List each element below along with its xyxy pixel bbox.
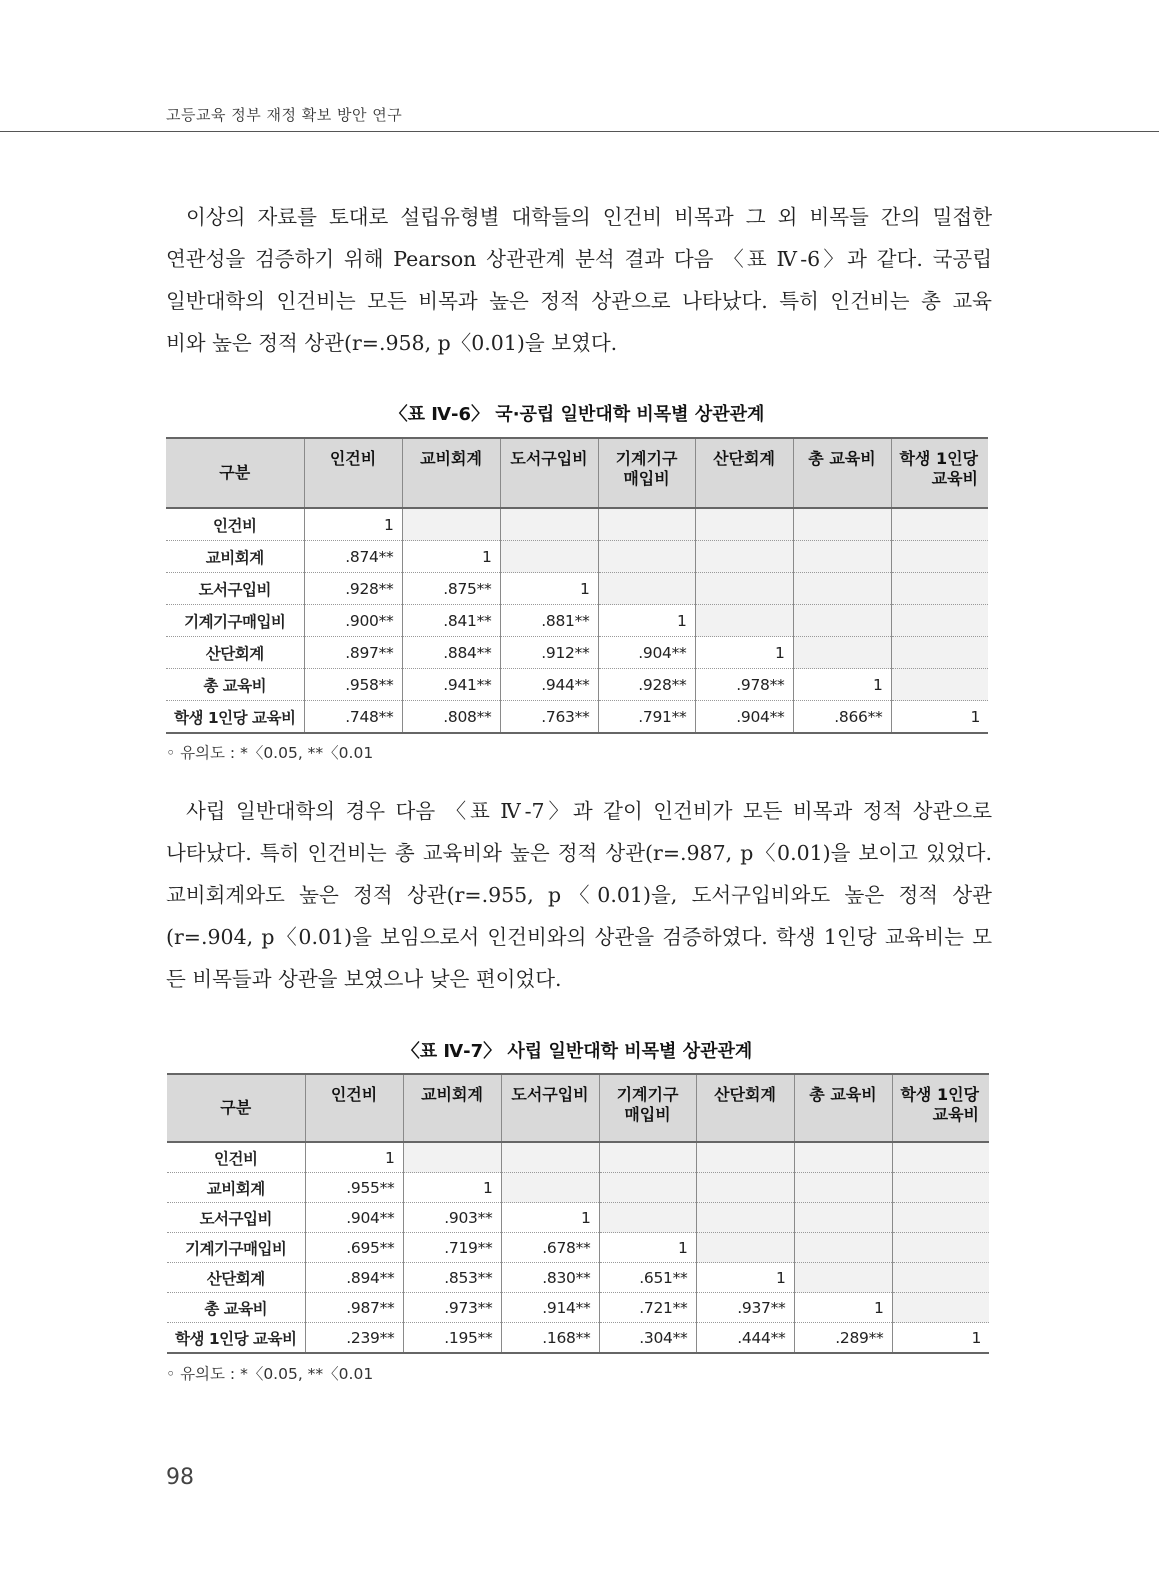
table-cell: .866** (793, 701, 891, 734)
column-header: 인건비 (305, 1074, 403, 1142)
table-cell (695, 508, 793, 541)
table-cell: .651** (599, 1263, 696, 1293)
table-cell: .928** (304, 573, 402, 605)
table-1-note: ◦ 유의도 : *〈0.05, **〈0.01 (166, 744, 374, 762)
table-cell (794, 1203, 892, 1233)
paragraph-2 (166, 790, 992, 1000)
correlation-table-2 (167, 1073, 989, 1354)
table-cell (891, 637, 988, 669)
paragraph-line: 일반대학의 인건비는 모든 비목과 높은 정적 상관으로 나타났다. 특히 인건비는 총 교육 (166, 289, 992, 313)
table-cell (598, 508, 695, 541)
row-label: 총 교육비 (167, 1293, 305, 1323)
table-cell: 1 (696, 1263, 794, 1293)
paragraph-line: (r=.904, p〈0.01)을 보임으로서 인건비와의 상관을 검증하였다. 학생 1인당 교육비는 모 (166, 925, 992, 949)
running-header: 고등교육 정부 재정 확보 방안 연구 (166, 106, 403, 124)
table-cell (599, 1203, 696, 1233)
table-cell: .904** (695, 701, 793, 734)
table-cell: .748** (304, 701, 402, 734)
header-rule (0, 131, 1159, 132)
table-cell: .791** (598, 701, 695, 734)
table-cell: .884** (402, 637, 500, 669)
table-cell: .928** (598, 669, 695, 701)
table-cell (891, 669, 988, 701)
column-header: 도서구입비 (501, 1074, 599, 1142)
table-cell: .289** (794, 1323, 892, 1354)
table-row (167, 1233, 989, 1263)
column-header: 기계기구 매입비 (599, 1074, 696, 1142)
table-cell: .168** (501, 1323, 599, 1354)
table-cell: .881** (500, 605, 598, 637)
table-row (166, 669, 988, 701)
table-row (167, 1323, 989, 1354)
table-cell: .973** (403, 1293, 501, 1323)
table-cell (501, 1142, 599, 1173)
row-label: 기계기구매입비 (166, 605, 304, 637)
table-cell: 1 (305, 1142, 403, 1173)
table-cell (794, 1142, 892, 1173)
table-cell: 1 (892, 1323, 989, 1354)
table-cell: .695** (305, 1233, 403, 1263)
table-row (166, 701, 988, 734)
table-cell (695, 541, 793, 573)
column-header: 총 교육비 (793, 438, 891, 508)
table-cell: .304** (599, 1323, 696, 1354)
paragraph-line: 든 비목들과 상관을 보였으나 낮은 편이었다. (166, 967, 562, 991)
row-label: 총 교육비 (166, 669, 304, 701)
table-cell (500, 508, 598, 541)
table-cell (695, 605, 793, 637)
table-cell: .904** (598, 637, 695, 669)
paragraph-line: 나타났다. 특히 인건비는 총 교육비와 높은 정적 상관(r=.987, p〈0.01)을 보이고 있었다. (166, 841, 992, 865)
row-label: 도서구입비 (167, 1203, 305, 1233)
column-header: 기계기구 매입비 (598, 438, 695, 508)
column-header: 교비회계 (402, 438, 500, 508)
column-header: 교비회계 (403, 1074, 501, 1142)
table-1-title: 〈표 Ⅳ-6〉 국·공립 일반대학 비목별 상관관계 (389, 404, 765, 425)
header-cell-category: 구분 (166, 438, 304, 508)
table-cell: .937** (696, 1293, 794, 1323)
row-label: 교비회계 (166, 541, 304, 573)
table-cell (402, 508, 500, 541)
table-cell: .955** (305, 1173, 403, 1203)
table-cell (501, 1173, 599, 1203)
table-cell: 1 (598, 605, 695, 637)
table-cell: .904** (305, 1203, 403, 1233)
column-header: 인건비 (304, 438, 402, 508)
table-cell: .239** (305, 1323, 403, 1354)
table-cell (892, 1293, 989, 1323)
table-cell: 1 (599, 1233, 696, 1263)
table-cell: 1 (304, 508, 402, 541)
table-row (166, 541, 988, 573)
table-row (166, 605, 988, 637)
table-cell (696, 1142, 794, 1173)
table-2-note: ◦ 유의도 : *〈0.05, **〈0.01 (166, 1365, 374, 1383)
table-cell (696, 1233, 794, 1263)
table-cell (696, 1203, 794, 1233)
row-label: 산단회계 (167, 1263, 305, 1293)
table-cell: .195** (403, 1323, 501, 1354)
table-cell (891, 508, 988, 541)
table-cell: 1 (500, 573, 598, 605)
table-cell: 1 (891, 701, 988, 734)
column-header: 학생 1인당 교육비 (891, 438, 988, 508)
table-cell (793, 605, 891, 637)
table-row (167, 1203, 989, 1233)
table-cell (500, 541, 598, 573)
table-cell (892, 1233, 989, 1263)
row-label: 학생 1인당 교육비 (166, 701, 304, 734)
table-cell (892, 1173, 989, 1203)
table-cell: .941** (402, 669, 500, 701)
table-cell: .875** (402, 573, 500, 605)
table-cell: .900** (304, 605, 402, 637)
column-header: 총 교육비 (794, 1074, 892, 1142)
table-cell (891, 541, 988, 573)
table-cell (793, 541, 891, 573)
table-cell: 1 (793, 669, 891, 701)
table-cell: 1 (402, 541, 500, 573)
table-cell: .914** (501, 1293, 599, 1323)
table-cell: .678** (501, 1233, 599, 1263)
table-cell: .874** (304, 541, 402, 573)
table-cell (892, 1142, 989, 1173)
table-cell: 1 (501, 1203, 599, 1233)
table-cell: .763** (500, 701, 598, 734)
table-cell (598, 573, 695, 605)
row-label: 인건비 (166, 508, 304, 541)
paragraph-line: 이상의 자료를 토대로 설립유형별 대학들의 인건비 비목과 그 외 비목들 간의 밀접한 (186, 205, 992, 229)
table-cell (696, 1173, 794, 1203)
column-header: 학생 1인당 교육비 (892, 1074, 989, 1142)
table-cell (793, 637, 891, 669)
paragraph-line: 사립 일반대학의 경우 다음 〈표 Ⅳ-7〉과 같이 인건비가 모든 비목과 정적 상관으로 (186, 799, 992, 823)
column-header: 산단회계 (695, 438, 793, 508)
page-number: 98 (166, 1465, 194, 1490)
row-label: 학생 1인당 교육비 (167, 1323, 305, 1354)
table-cell (794, 1173, 892, 1203)
correlation-table-1 (166, 437, 988, 734)
paragraph-1 (166, 196, 992, 364)
table-cell (598, 541, 695, 573)
table-cell: .841** (402, 605, 500, 637)
table-cell: .903** (403, 1203, 501, 1233)
table-cell (891, 573, 988, 605)
table-cell: .830** (501, 1263, 599, 1293)
table-row (166, 573, 988, 605)
row-label: 인건비 (167, 1142, 305, 1173)
table-row (166, 508, 988, 541)
table-row (167, 1293, 989, 1323)
table-cell: .894** (305, 1263, 403, 1293)
table-cell: .912** (500, 637, 598, 669)
table-cell (794, 1233, 892, 1263)
row-label: 기계기구매입비 (167, 1233, 305, 1263)
table-cell: .808** (402, 701, 500, 734)
table-cell (599, 1142, 696, 1173)
table-row (167, 1263, 989, 1293)
table-cell: 1 (403, 1173, 501, 1203)
table-cell (891, 605, 988, 637)
table-cell (599, 1173, 696, 1203)
table-cell: 1 (695, 637, 793, 669)
table-cell: .719** (403, 1233, 501, 1263)
paragraph-line: 연관성을 검증하기 위해 Pearson 상관관계 분석 결과 다음 〈표 Ⅳ-6〉과 같다. 국공립 (166, 247, 992, 271)
table-cell (793, 508, 891, 541)
table-row (167, 1173, 989, 1203)
table-cell: .897** (304, 637, 402, 669)
table-cell (793, 573, 891, 605)
table-cell: .978** (695, 669, 793, 701)
table-row (167, 1142, 989, 1173)
table-row (166, 637, 988, 669)
row-label: 산단회계 (166, 637, 304, 669)
table-cell (695, 573, 793, 605)
row-label: 교비회계 (167, 1173, 305, 1203)
table-cell (892, 1203, 989, 1233)
table-cell: .987** (305, 1293, 403, 1323)
column-header: 산단회계 (696, 1074, 794, 1142)
table-cell: 1 (794, 1293, 892, 1323)
row-label: 도서구입비 (166, 573, 304, 605)
table-cell (403, 1142, 501, 1173)
table-cell (892, 1263, 989, 1293)
table-cell: .853** (403, 1263, 501, 1293)
table-cell: .944** (500, 669, 598, 701)
column-header: 도서구입비 (500, 438, 598, 508)
paragraph-line: 교비회계와도 높은 정적 상관(r=.955, p〈0.01)을, 도서구입비와도 높은 정적 상관 (166, 883, 992, 907)
paragraph-line: 비와 높은 정적 상관(r=.958, p〈0.01)을 보였다. (166, 331, 618, 355)
header-cell-category: 구분 (167, 1074, 305, 1142)
table-cell: .444** (696, 1323, 794, 1354)
table-cell (794, 1263, 892, 1293)
table-cell: .721** (599, 1293, 696, 1323)
table-2-title: 〈표 Ⅳ-7〉 사립 일반대학 비목별 상관관계 (401, 1041, 753, 1062)
table-cell: .958** (304, 669, 402, 701)
